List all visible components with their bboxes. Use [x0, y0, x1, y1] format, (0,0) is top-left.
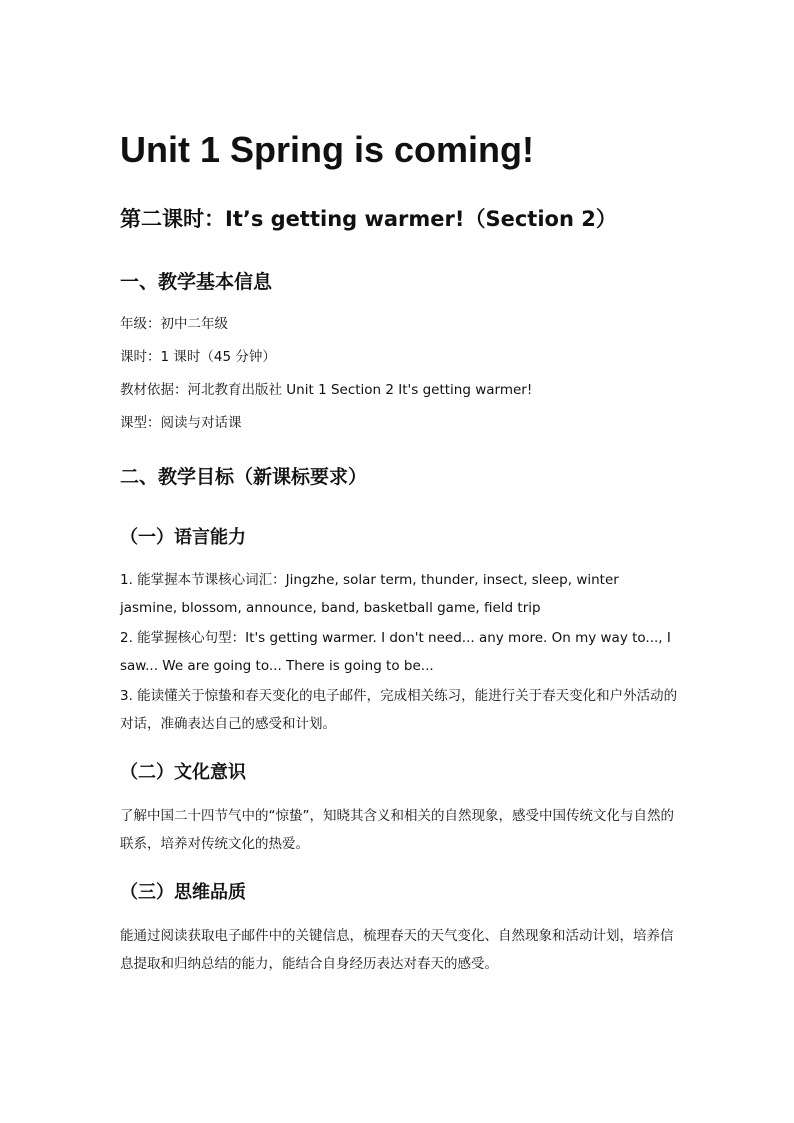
section-objectives-heading: 二、教学目标（新课标要求） — [120, 466, 368, 488]
culture-text: 了解中国二十四节气中的“惊蛰”，知晓其含义和相关的自然现象，感受中国传统文化与自然的联系，培养对传统文化的热爱。 — [120, 808, 674, 852]
subsection-thinking-heading: （三）思维品质 — [120, 882, 246, 903]
subsection-language-heading: （一）语言能力 — [120, 527, 246, 548]
subsection-culture-heading: （二）文化意识 — [120, 762, 246, 783]
document-title: Unit 1 Spring is coming! — [120, 129, 535, 170]
thinking-text: 能通过阅读获取电子邮件中的关键信息，梳理春天的天气变化、自然现象和活动计划，培养信息提取和归纳总结的能力，能结合自身经历表达对春天的感受。 — [120, 928, 674, 972]
info-grade: 年级：初中二年级 — [120, 316, 228, 332]
lesson-subtitle: 第二课时：It’s getting warmer!（Section 2） — [120, 207, 617, 231]
language-item-3: 3. 能读懂关于惊蛰和春天变化的电子邮件，完成相关练习，能进行关于春天变化和户外活动的对话，准确表达自己的感受和计划。 — [120, 688, 678, 732]
language-item-1: 1. 能掌握本节课核心词汇：Jingzhe, solar term, thunder, insect, sleep, winter jasmine, blossom, announce, band, basketball game, field trip — [120, 572, 619, 616]
language-item-2: 2. 能掌握核心句型：It's getting warmer. I don't need... any more. On my way to..., I saw... We are going to... There is going to be... — [120, 630, 671, 674]
info-class-hours: 课时：1 课时（45 分钟） — [120, 349, 276, 365]
section-basic-info-heading: 一、教学基本信息 — [120, 271, 273, 293]
info-lesson-type: 课型：阅读与对话课 — [120, 415, 242, 431]
info-textbook: 教材依据：河北教育出版社 Unit 1 Section 2 It's getting warmer! — [120, 382, 533, 398]
